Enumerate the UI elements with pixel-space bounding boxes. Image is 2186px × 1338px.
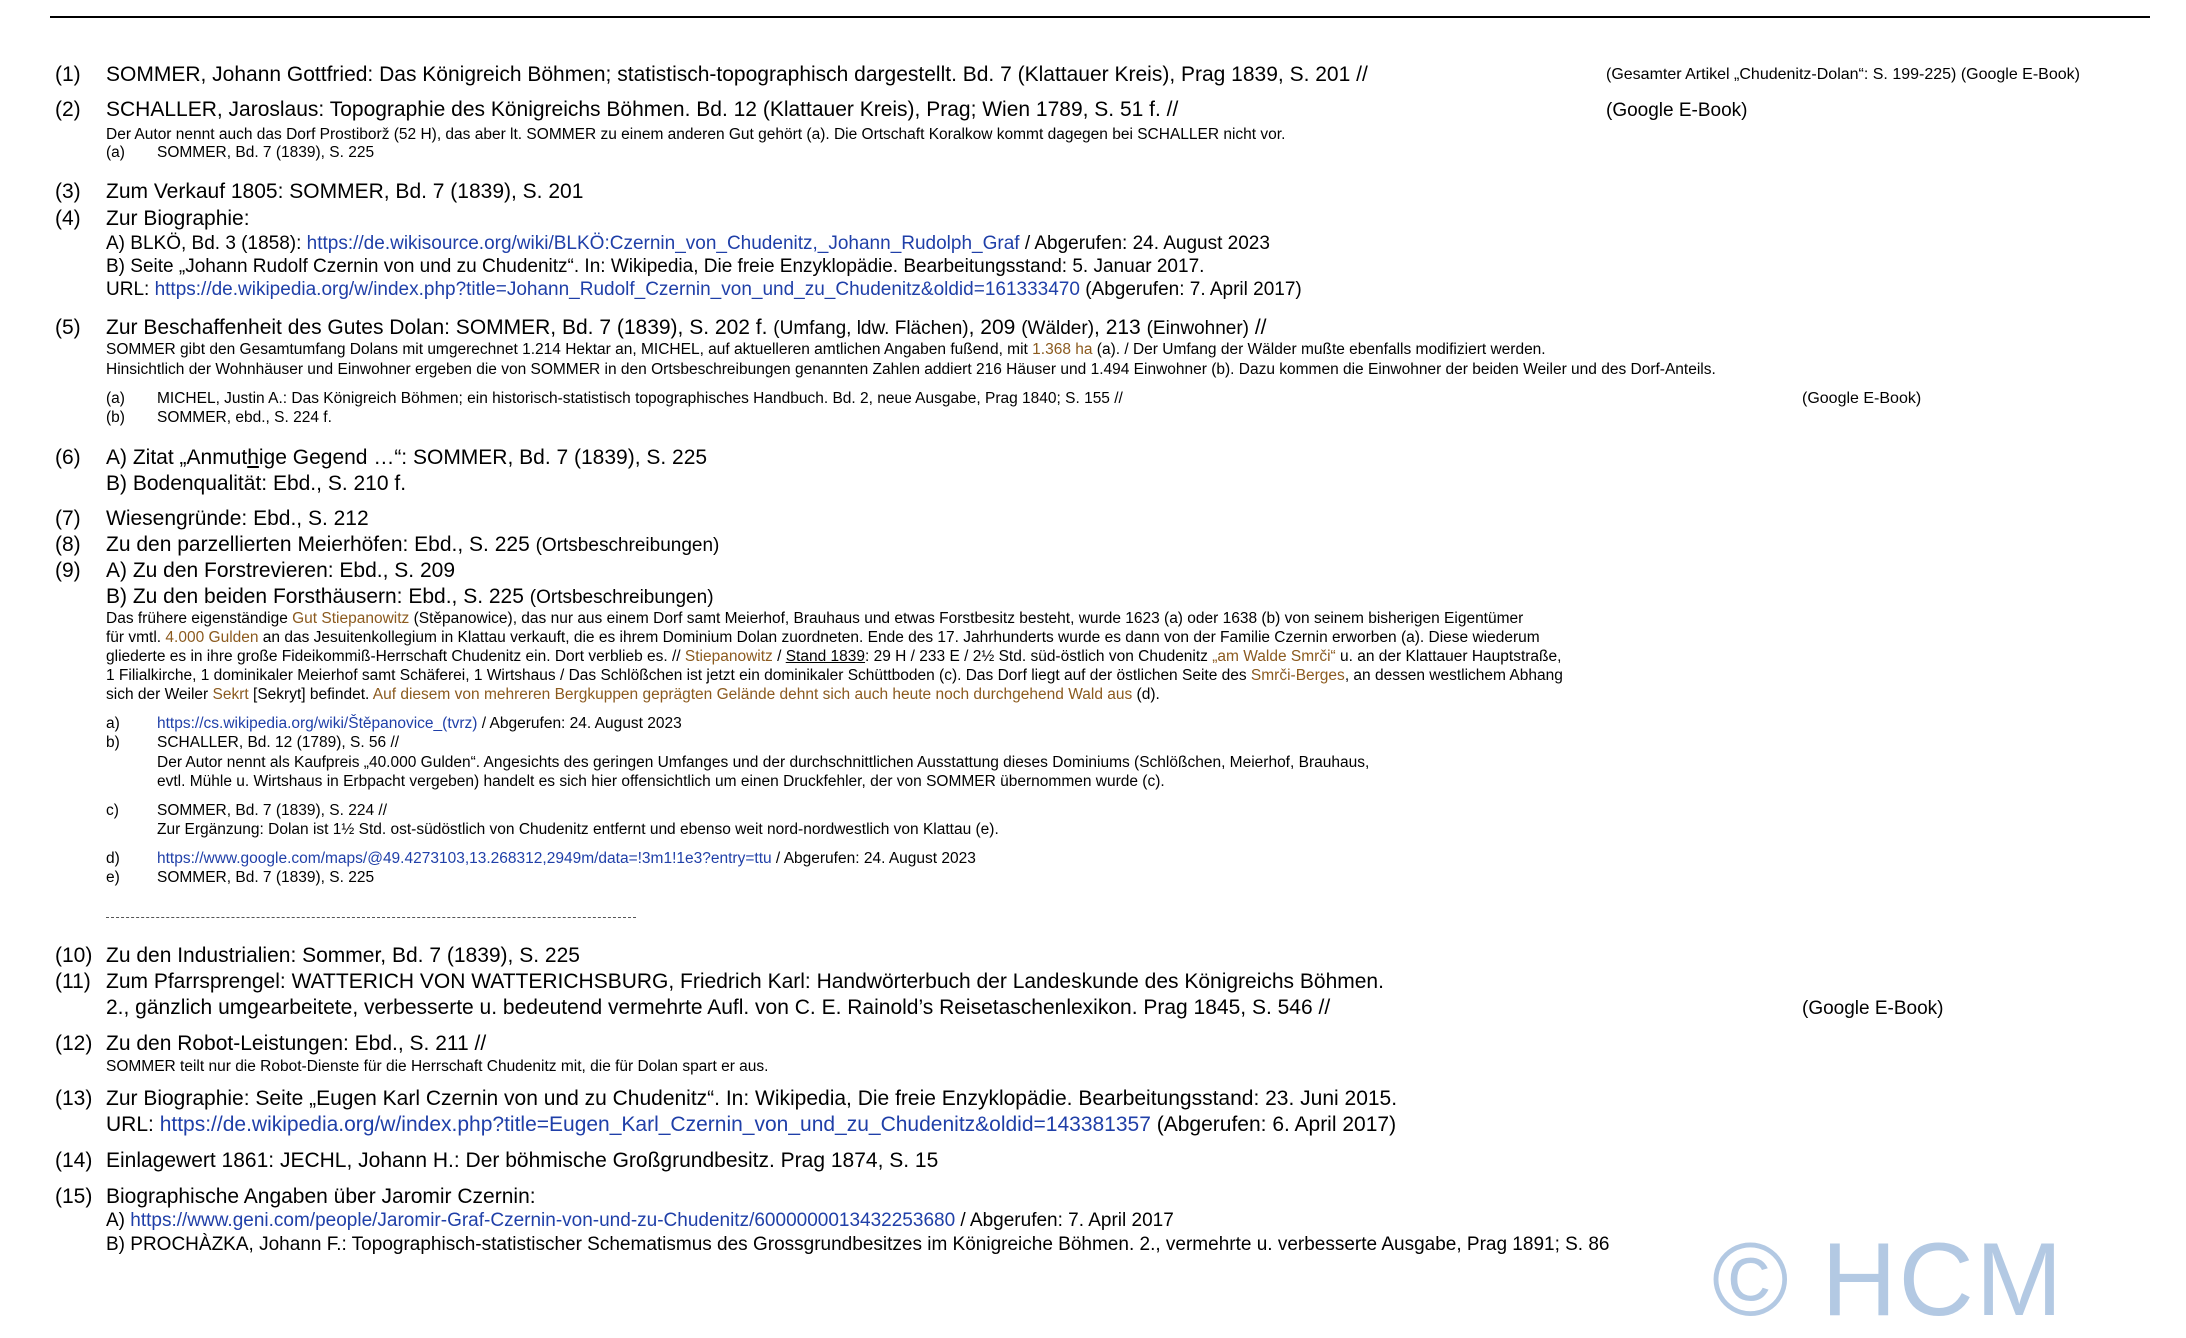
note-number-5: (5) (55, 316, 81, 339)
note-number-10: (10) (55, 944, 93, 967)
wikipedia-link-eugen-karl[interactable]: https://de.wikipedia.org/w/index.php?title=Eugen_Karl_Czernin_von_und_zu_Chudenitz&oldid=143381357 (159, 1113, 1151, 1136)
note-2-a-text: SOMMER, Bd. 7 (1839), S. 225 (157, 144, 375, 161)
note-number-8: (8) (55, 533, 81, 556)
note-5-sub-1: SOMMER gibt den Gesamtumfang Dolans mit umgerechnet 1.214 Hektar an, MICHEL, auf aktuelleren amtlichen Angaben fußend, mit 1.368 ha (a). / Der Umfang der Wälder mußte ebenfalls modifiziert werden. (106, 341, 1546, 358)
note-number-14: (14) (55, 1149, 93, 1172)
note-9-fb-sub-1: Der Autor nennt als Kaufpreis „40.000 Gulden“. Angesichts des geringen Umfanges und der durchschnittlichen Ausstattung dieses Dominiums (Schlößchen, Meierhof, Brauhaus, (157, 754, 1370, 771)
dashed-separator (106, 917, 636, 918)
note-number-9: (9) (55, 559, 81, 582)
note-8-text: Zu den parzellierten Meierhöfen: Ebd., S. 225 (Ortsbeschreibungen) (106, 533, 720, 556)
note-10-text: Zu den Industrialien: Sommer, Bd. 7 (1839), S. 225 (106, 944, 580, 967)
note-number-13: (13) (55, 1087, 93, 1110)
note-3-text: Zum Verkauf 1805: SOMMER, Bd. 7 (1839), S. 201 (106, 180, 584, 203)
note-15-b: B) PROCHÀZKA, Johann F.: Topographisch-statistischer Schematismus des Grossgrundbesitzes im Königreiche Böhmen. 2., vermehrte u. verbesserte Ausgabe, Prag 1891; S. 86 (106, 1234, 1610, 1255)
note-number-4: (4) (55, 207, 81, 230)
note-number-3: (3) (55, 180, 81, 203)
note-11-side: (Google E-Book) (1802, 998, 1944, 1019)
note-number-11: (11) (55, 970, 91, 993)
note-12-sub: SOMMER teilt nur die Robot-Dienste für die Herrschaft Chudenitz mit, die für Dolan spart er aus. (106, 1058, 769, 1075)
note-number-1: (1) (55, 63, 81, 86)
note-9-line-1: Das frühere eigenständige Gut Stiepanowitz (Stěpanowice), das nur aus einem Dorf samt Meierhof, Brauhaus und etwas Forstbesitz besteht, wurde 1623 (a) oder 1638 (b) von seinem bisherigen Eigentümer (106, 610, 1524, 627)
note-6-b: B) Bodenqualität: Ebd., S. 210 f. (106, 472, 407, 495)
note-4-b: B) Seite „Johann Rudolf Czernin von und zu Chudenitz“. In: Wikipedia, Die freie Enzyklopädie. Bearbeitungsstand: 5. Januar 2017. (106, 256, 1205, 277)
note-13-url: URL: https://de.wikipedia.org/w/index.php?title=Eugen_Karl_Czernin_von_und_zu_Chudenitz&oldid=143381357 (Abgerufen: 6. April 2017) (106, 1113, 1397, 1136)
note-14-text: Einlagewert 1861: JECHL, Johann H.: Der böhmische Großgrundbesitz. Prag 1874, S. 15 (106, 1149, 939, 1172)
note-2-sub: Der Autor nennt auch das Dorf Prostiborž (52 H), das aber lt. SOMMER zu einem anderen Gut gehört (a). Die Ortschaft Koralkow kommt dagegen bei SCHALLER nicht vor. (106, 126, 1286, 143)
google-maps-link[interactable]: https://www.google.com/maps/@49.4273103,13.268312,2949m/data=!3m1!1e3?entry=ttu (157, 850, 772, 867)
note-9-fc-label: c) (106, 802, 119, 819)
note-5-a-side: (Google E-Book) (1802, 390, 1922, 407)
note-15-a: A) https://www.geni.com/people/Jaromir-Graf-Czernin-von-und-zu-Chudenitz/6000000013432253680 / Abgerufen: 7. April 2017 (106, 1210, 1174, 1231)
note-9-fa: https://cs.wikipedia.org/wiki/Štěpanovice_(tvrz) / Abgerufen: 24. August 2023 (157, 715, 682, 732)
note-7-text: Wiesengründe: Ebd., S. 212 (106, 507, 369, 530)
note-11-line-1: Zum Pfarrsprengel: WATTERICH VON WATTERICHSBURG, Friedrich Karl: Handwörterbuch der Landeskunde des Königreichs Böhmen. (106, 970, 1384, 993)
note-number-6: (6) (55, 446, 81, 469)
note-9-line-4: 1 Filialkirche, 1 dominikaler Meierhof samt Schäferei, 1 Wirtshaus / Das Schlößchen ist jetzt ein dominikaler Schüttboden (c). Das Dorf liegt auf der östlichen Seite des Smrči-Berges, an dessen westlichem Abhang (106, 667, 1563, 684)
note-9-fb-sub-2: evtl. Mühle u. Wirtshaus in Erbpacht vergeben) handelt es sich hier offensichtlich um einen Druckfehler, der von SOMMER übernommen wurde (c). (157, 773, 1165, 790)
note-4-a: A) BLKÖ, Bd. 3 (1858): https://de.wikisource.org/wiki/BLKÖ:Czernin_von_Chudenitz,_Johann_Rudolph_Graf / Abgerufen: 24. August 2023 (106, 233, 1270, 254)
note-9-fe: SOMMER, Bd. 7 (1839), S. 225 (157, 869, 375, 886)
note-9-line-2: für vmtl. 4.000 Gulden an das Jesuitenkollegium in Klattau verkauft, die es ihrem Dominium Dolan zuordneten. Ende des 17. Jahrhunderts wurde es dann von der Familie Czernin erworben (a). Diese wiederum (106, 629, 1540, 646)
note-12-text: Zu den Robot-Leistungen: Ebd., S. 211 // (106, 1032, 487, 1055)
note-2-text: SCHALLER, Jaroslaus: Topographie des Königreichs Böhmen. Bd. 12 (Klattauer Kreis), Prag; Wien 1789, S. 51 f. // (106, 98, 1179, 121)
note-9-fd-label: d) (106, 850, 120, 867)
top-rule (50, 16, 2150, 18)
note-9-fb-label: b) (106, 734, 120, 751)
note-9-fc: SOMMER, Bd. 7 (1839), S. 224 // (157, 802, 388, 819)
note-13-line-1: Zur Biographie: Seite „Eugen Karl Czernin von und zu Chudenitz“. In: Wikipedia, Die freie Enzyklopädie. Bearbeitungsstand: 23. Juni 2015. (106, 1087, 1398, 1110)
note-9-fc-sub: Zur Ergänzung: Dolan ist 1½ Std. ost-südöstlich von Chudenitz entfernt und ebenso weit nord-nordwestlich von Klattau (e). (157, 821, 999, 838)
blko-link[interactable]: https://de.wikisource.org/wiki/BLKÖ:Czernin_von_Chudenitz,_Johann_Rudolph_Graf (306, 233, 1020, 254)
copyright-watermark: © HCM (1712, 1222, 2065, 1338)
note-number-12: (12) (55, 1032, 93, 1055)
note-number-15: (15) (55, 1185, 93, 1208)
note-9-b: B) Zu den beiden Forsthäusern: Ebd., S. 225 (Ortsbeschreibungen) (106, 585, 714, 608)
note-number-7: (7) (55, 507, 81, 530)
note-9-fe-label: e) (106, 869, 120, 886)
cs-wikipedia-link[interactable]: https://cs.wikipedia.org/wiki/Štěpanovice_(tvrz) (157, 715, 478, 732)
note-2-a-label: (a) (106, 144, 125, 161)
note-6-a: A) Zitat „Anmuthige Gegend …“: SOMMER, Bd. 7 (1839), S. 225 (106, 446, 708, 469)
note-5-a-label: (a) (106, 390, 125, 407)
note-4-text: Zur Biographie: (106, 207, 250, 230)
note-5-b-text: SOMMER, ebd., S. 224 f. (157, 409, 332, 426)
note-number-2: (2) (55, 98, 81, 121)
note-9-line-5: sich der Weiler Sekrt [Sekryt] befindet. Auf diesem von mehreren Bergkuppen geprägten Gelände dehnt sich auch heute noch durchgehend Wald aus (d). (106, 686, 1160, 703)
note-9-fb: SCHALLER, Bd. 12 (1789), S. 56 // (157, 734, 400, 751)
note-1-side: (Gesamter Artikel „Chudenitz-Dolan“: S. 199-225) (Google E-Book) (1606, 66, 2080, 83)
note-5-a-text: MICHEL, Justin A.: Das Königreich Böhmen; ein historisch-statistisch topographisches Handbuch. Bd. 2, neue Ausgabe, Prag 1840; S. 155 // (157, 390, 1123, 407)
note-1-text: SOMMER, Johann Gottfried: Das Königreich Böhmen; statistisch-topographisch dargestellt. Bd. 7 (Klattauer Kreis), Prag 1839, S. 201 // (106, 63, 1368, 86)
note-9-line-3: gliederte es in ihre große Fideikommiß-Herrschaft Chudenitz ein. Dort verblieb es. // Stiepanowitz / Stand 1839: 29 H / 233 E / 2½ Std. süd-östlich von Chudenitz „am Walde Smrči“ u. an der Klattauer Hauptstraße, (106, 648, 1562, 665)
geni-link[interactable]: https://www.geni.com/people/Jaromir-Graf-Czernin-von-und-zu-Chudenitz/6000000013432253680 (130, 1210, 956, 1231)
note-4-url: URL: https://de.wikipedia.org/w/index.php?title=Johann_Rudolf_Czernin_von_und_zu_Chudenitz&oldid=161333470 (Abgerufen: 7. April 2017) (106, 279, 1302, 300)
note-15-text: Biographische Angaben über Jaromir Czernin: (106, 1185, 536, 1208)
note-9-fd: https://www.google.com/maps/@49.4273103,13.268312,2949m/data=!3m1!1e3?entry=ttu / Abgerufen: 24. August 2023 (157, 850, 976, 867)
note-5-b-label: (b) (106, 409, 125, 426)
note-5-text: Zur Beschaffenheit des Gutes Dolan: SOMMER, Bd. 7 (1839), S. 202 f. (Umfang, ldw. Flächen), 209 (Wälder), 213 (Einwohner) // (106, 316, 1267, 339)
note-11-line-2: 2., gänzlich umgearbeitete, verbesserte u. bedeutend vermehrte Aufl. von C. E. Rainold’s Reisetaschenlexikon. Prag 1845, S. 546 // (106, 996, 1331, 1019)
wikipedia-link-johann-rudolf[interactable]: https://de.wikipedia.org/w/index.php?title=Johann_Rudolf_Czernin_von_und_zu_Chudenitz&oldid=161333470 (154, 279, 1080, 300)
note-2-side: (Google E-Book) (1606, 100, 1748, 121)
note-9-fa-label: a) (106, 715, 120, 732)
note-9-a: A) Zu den Forstrevieren: Ebd., S. 209 (106, 559, 456, 582)
note-5-sub-2: Hinsichtlich der Wohnhäuser und Einwohner ergeben die von SOMMER in den Ortsbeschreibungen genannten Zahlen addiert 216 Häuser und 1.494 Einwohner (b). Dazu kommen die Einwohner der beiden Weiler und des Dorf-Anteils. (106, 361, 1716, 378)
